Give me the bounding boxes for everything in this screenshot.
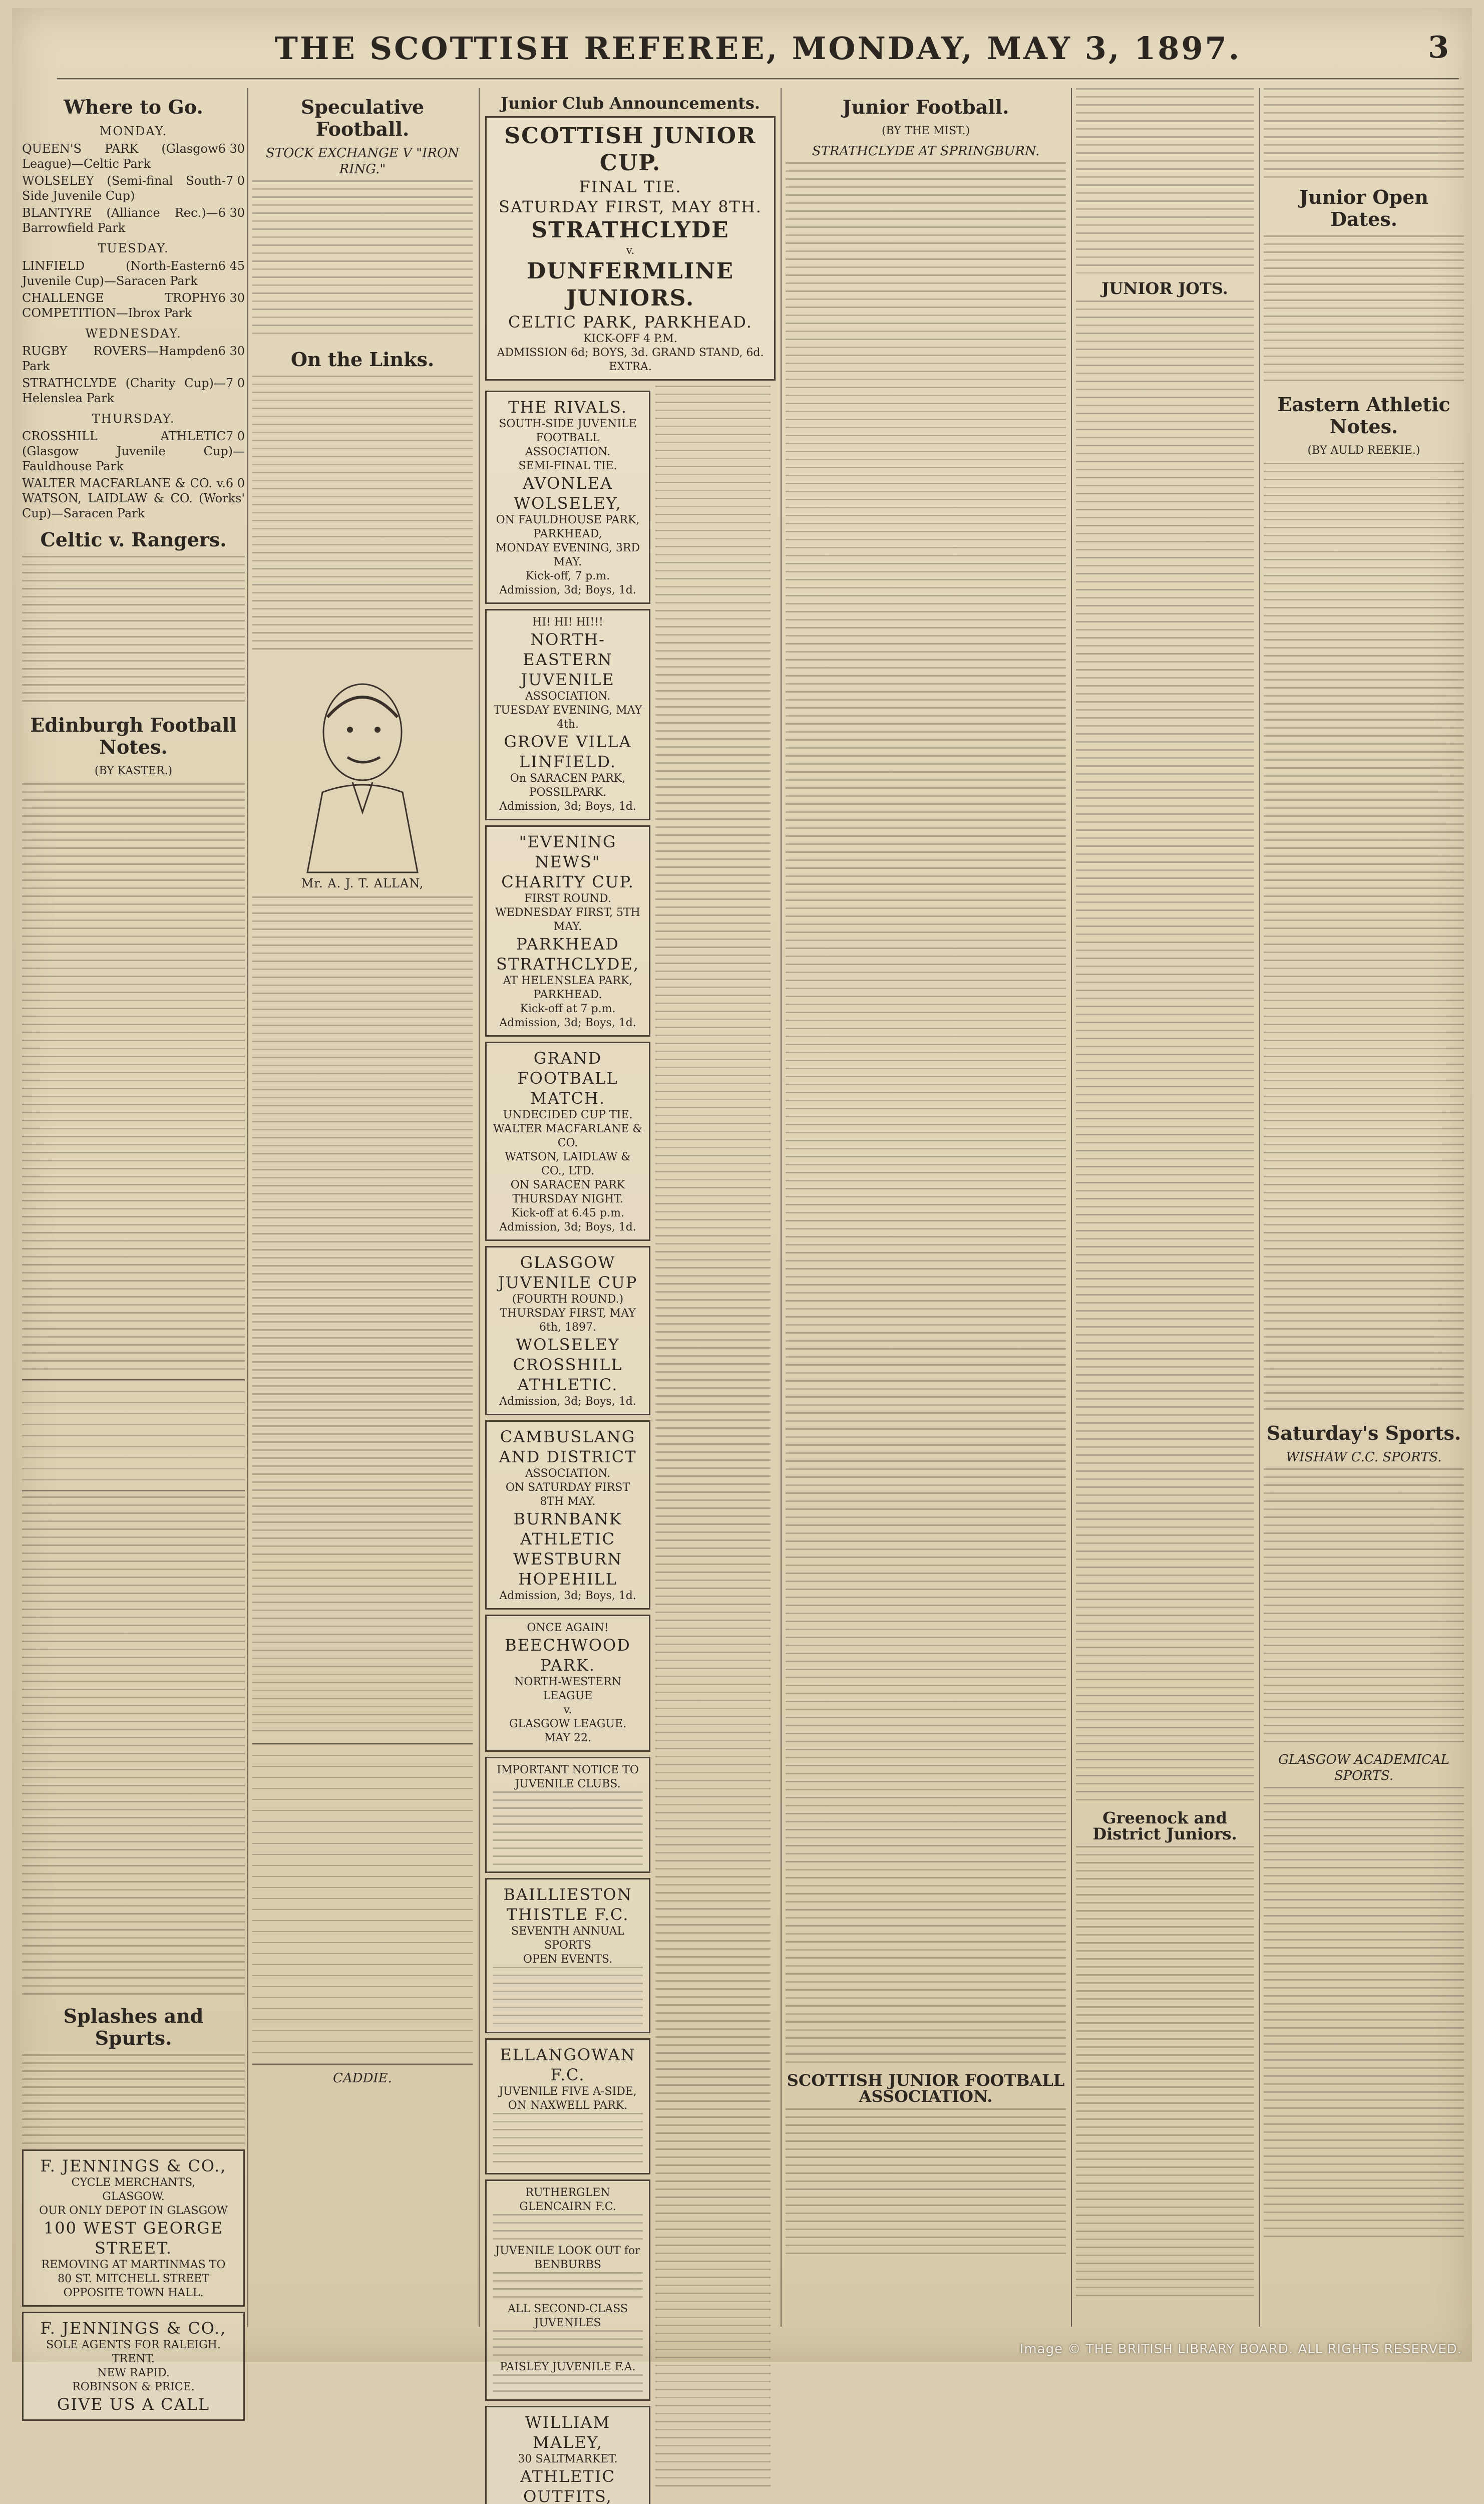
splashes-heading: Splashes and Spurts. <box>63 2005 204 2049</box>
sjfa-heading: SCOTTISH JUNIOR FOOTBALL ASSOCIATION. <box>787 2071 1065 2106</box>
fixture-item: 6 30 QUEEN'S PARK (Glasgow League)—Celtic Park <box>22 142 245 171</box>
league-table <box>22 1379 245 1491</box>
portrait-engraving <box>287 662 438 872</box>
newspaper-title: THE SCOTTISH REFEREE, MONDAY, MAY 3, 1897. <box>274 30 1242 67</box>
subheading: GLASGOW ACADEMICAL SPORTS. <box>1278 1752 1449 1783</box>
ellangowan-advert: ELLANGOWAN F.C. JUVENILE FIVE A-SIDE, ON NAXWELL PARK. <box>485 2038 650 2174</box>
fixture-item: 6 0 WALTER MACFARLANE & CO. v. WATSON, LAIDLAW & CO. (Works' Cup)—Saracen Park <box>22 476 245 520</box>
jennings-agents-advert: F. JENNINGS & CO., SOLE AGENTS FOR RALEIGH. TRENT. NEW RAPID. ROBINSON & PRICE. GIVE US A CALL <box>22 2312 245 2421</box>
day-heading: MONDAY. <box>99 124 168 138</box>
fixture-item: 6 30 BLANTYRE (Alliance Rec.)—Barrowfield Park <box>22 206 245 235</box>
announcements-heading: Junior Club Announcements. <box>500 94 761 113</box>
article-text <box>655 386 771 2489</box>
maley-advert: WILLIAM MALEY, 30 SALTMARKET. ATHLETIC OUTFITS, <box>485 2406 650 2504</box>
column-rule <box>1259 88 1260 2327</box>
column-1 <box>22 88 245 2414</box>
article-text <box>1076 300 1254 1803</box>
article-text <box>1264 1468 1464 1749</box>
article-text <box>786 2108 1066 2259</box>
newspaper-page <box>12 8 1472 2504</box>
notice-advert: IMPORTANT NOTICE TO JUVENILE CLUBS. <box>485 1757 650 1873</box>
edinburgh-notes-heading: Edinburgh Football Notes. <box>30 714 237 758</box>
small-adverts: RUTHERGLEN GLENCAIRN F.C. JUVENILE LOOK OUT for BENBURBS ALL SECOND-CLASS JUVENILES PAISLEY JUVENILE F.A. <box>485 2179 650 2401</box>
greenock-heading: Greenock and District Juniors. <box>1092 1808 1237 1843</box>
column-3 <box>485 88 776 2504</box>
column-rule <box>247 88 248 2327</box>
rivals-advert: THE RIVALS. SOUTH-SIDE JUVENILE FOOTBALL ASSOCIATION. SEMI-FINAL TIE. AVONLEA WOLSELEY, ON FAULDHOUSE PARK, PARKHEAD, MONDAY EVENING, 3RD MAY. Kick-off, 7 p.m. Admission, 3d; Boys, 1d. <box>485 391 650 604</box>
jennings-advert: F. JENNINGS & CO., CYCLE MERCHANTS, GLASGOW. OUR ONLY DEPOT IN GLASGOW 100 WEST GEORGE STREET. REMOVING AT MARTINMAS TO 80 ST. MITCHELL STREET OPPOSITE TOWN HALL. <box>22 2149 245 2307</box>
junior-open-dates-heading: Junior Open Dates. <box>1299 186 1428 230</box>
beechwood-advert: ONCE AGAIN! BEECHWOOD PARK. NORTH-WESTERN LEAGUE v. GLASGOW LEAGUE. MAY 22. <box>485 1615 650 1752</box>
baillieston-advert: BAILLIESTON THISTLE F.C. SEVENTH ANNUAL SPORTS OPEN EVENTS. <box>485 1878 650 2033</box>
article-signature: CADDIE. <box>333 2071 392 2086</box>
where-to-go-heading: Where to Go. <box>64 96 203 118</box>
byline: (BY AULD REEKIE.) <box>1307 444 1420 457</box>
speculative-football-heading: Speculative Football. <box>300 96 425 140</box>
celtic-rangers-heading: Celtic v. Rangers. <box>40 528 227 551</box>
charity-cup-advert: "EVENING NEWS" CHARITY CUP. FIRST ROUND. WEDNESDAY FIRST, 5TH MAY. PARKHEAD STRATHCLYDE, AT HELENSLEA PARK, PARKHEAD. Kick-off at 7 p.m. Admission, 3d; Boys, 1d. <box>485 825 650 1037</box>
column-2 <box>252 88 473 2327</box>
scottish-junior-cup-advert: SCOTTISH JUNIOR CUP. FINAL TIE. SATURDAY FIRST, MAY 8TH. STRATHCLYDE v. DUNFERMLINE JUNIORS. CELTIC PARK, PARKHEAD. KICK-OFF 4 P.M. ADMISSION 6d; BOYS, 3d. GRAND STAND, 6d. EXTRA. <box>485 116 776 381</box>
column-rule <box>479 88 480 2327</box>
article-text <box>252 896 473 1738</box>
fixture-item: 6 45 LINFIELD (North-Eastern Juvenile Cup)—Saracen Park <box>22 259 245 288</box>
day-heading: THURSDAY. <box>92 412 175 426</box>
article-text <box>786 162 1066 2065</box>
masthead <box>57 28 1459 80</box>
article-text <box>22 556 245 706</box>
article-text <box>22 783 245 1374</box>
article-text <box>1076 1846 1254 2297</box>
article-text <box>1264 235 1464 386</box>
column-4 <box>786 88 1066 2327</box>
saturdays-sports-heading: Saturday's Sports. <box>1266 1422 1461 1444</box>
column-rule <box>1071 88 1072 2327</box>
junior-football-heading: Junior Football. <box>842 96 1009 118</box>
column-5 <box>1076 88 1254 2327</box>
fixture-item: 6 30 CHALLENGE TROPHY COMPETITION—Ibrox Park <box>22 291 245 320</box>
north-eastern-advert: HI! HI! HI!!! NORTH-EASTERN JUVENILE ASSOCIATION. TUESDAY EVENING, MAY 4th. GROVE VILLA LINFIELD. On SARACEN PARK, POSSILPARK. Admission, 3d; Boys, 1d. <box>485 609 650 820</box>
eastern-athletic-heading: Eastern Athletic Notes. <box>1277 393 1450 438</box>
article-text <box>252 180 473 341</box>
cambuslang-advert: CAMBUSLANG AND DISTRICT ASSOCIATION. ON SATURDAY FIRST 8TH MAY. BURNBANK ATHLETIC WESTBURN HOPEHILL Admission, 3d; Boys, 1d. <box>485 1420 650 1610</box>
fixture-item: 7 0 STRATHCLYDE (Charity Cup)—Helenslea Park <box>22 376 245 405</box>
article-text <box>1264 88 1464 178</box>
article-lead: STOCK EXCHANGE V "IRON RING." <box>265 146 460 177</box>
portrait-caption: Mr. A. J. T. ALLAN, <box>301 876 424 890</box>
junior-jots-heading: JUNIOR JOTS. <box>1101 279 1228 298</box>
article-text <box>1264 1787 1464 2238</box>
article-text <box>22 2054 245 2144</box>
grand-match-advert: GRAND FOOTBALL MATCH. UNDECIDED CUP TIE. WALTER MACFARLANE & CO. WATSON, LAIDLAW & CO., LTD. ON SARACEN PARK THURSDAY NIGHT. Kick-off at 6.45 p.m. Admission, 3d; Boys, 1d. <box>485 1042 650 1241</box>
results-table <box>252 1743 473 2065</box>
image-credit: Image © THE BRITISH LIBRARY BOARD. ALL RIGHTS RESERVED. <box>1019 2342 1462 2357</box>
day-heading: TUESDAY. <box>98 241 169 255</box>
article-text <box>1264 463 1464 1414</box>
glasgow-juvenile-advert: GLASGOW JUVENILE CUP (FOURTH ROUND.) THURSDAY FIRST, MAY 6th, 1897. WOLSELEY CROSSHILL ATHLETIC. Admission, 3d; Boys, 1d. <box>485 1246 650 1415</box>
day-heading: WEDNESDAY. <box>85 327 182 341</box>
byline: (BY KASTER.) <box>94 765 173 777</box>
subheading: STRATHCLYDE AT SPRINGBURN. <box>812 144 1040 159</box>
subheading: WISHAW C.C. SPORTS. <box>1286 1450 1442 1465</box>
byline: (BY THE MIST.) <box>881 125 970 137</box>
column-3-text <box>655 386 771 2504</box>
fixture-item: 7 0 WOLSELEY (Semi-final South-Side Juvenile Cup) <box>22 174 245 203</box>
article-text <box>252 376 473 656</box>
article-text <box>1076 88 1254 273</box>
fixture-item: 7 0 CROSSHILL ATHLETIC (Glasgow Juvenile Cup)—Fauldhouse Park <box>22 429 245 473</box>
on-the-links-heading: On the Links. <box>290 348 435 371</box>
column-6 <box>1264 88 1464 2327</box>
fixture-item: 6 30 RUGBY ROVERS—Hampden Park <box>22 344 245 373</box>
fixture-list <box>22 123 245 521</box>
page-number: 3 <box>1428 30 1449 65</box>
article-text <box>22 1496 245 1997</box>
column-rule <box>781 88 782 2327</box>
